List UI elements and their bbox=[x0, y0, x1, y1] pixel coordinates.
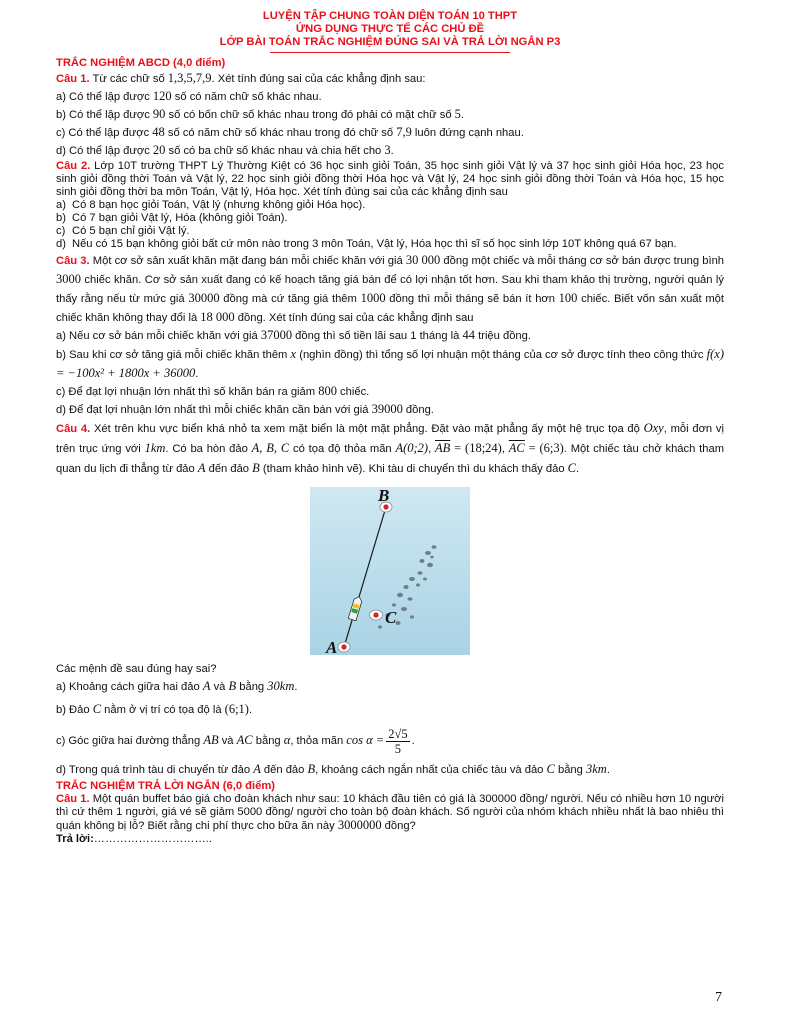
text: luôn đứng cạnh nhau. bbox=[411, 127, 524, 139]
math: A, B, C bbox=[251, 441, 290, 455]
math: 100 bbox=[558, 291, 578, 305]
text: đồng một chiếc và mỗi tháng cơ sở bán được trung bình bbox=[440, 255, 725, 267]
text: a) Khoảng cách giữa hai đảo bbox=[56, 681, 203, 693]
island-c bbox=[370, 610, 383, 620]
math: 7,9 bbox=[396, 125, 412, 139]
text: a) Có thể lập được bbox=[56, 91, 153, 103]
label-c: C bbox=[385, 608, 397, 627]
math: 3 bbox=[384, 143, 391, 157]
short-q1-label: Câu 1. bbox=[56, 793, 90, 805]
vector-ab: $\overline{AB}$ bbox=[435, 441, 451, 455]
option-text: Có 5 bạn chỉ giỏi Vật lý. bbox=[72, 225, 190, 237]
math: 800 bbox=[318, 384, 337, 398]
text: nằm ở vị trí có tọa độ là bbox=[101, 704, 225, 716]
q2-label: Câu 2. bbox=[56, 160, 91, 172]
text: bằng bbox=[252, 735, 284, 747]
text: chiếc. bbox=[336, 386, 370, 398]
text: và bbox=[210, 681, 229, 693]
text: a) Nếu cơ sở bán mỗi chiếc khăn với giá bbox=[56, 330, 261, 342]
math: A bbox=[197, 461, 206, 475]
math: A(0;2) bbox=[395, 441, 429, 455]
short-q1-answer bbox=[56, 833, 724, 846]
text: đồng. Xét tính đúng sai của các khẳng định sau bbox=[234, 312, 474, 324]
header-line-2: ỨNG DỤNG THỰC TẾ CÁC CHỦ ĐỀ bbox=[295, 23, 485, 35]
q1-stem-end: . Xét tính đúng sai của các khẳng định sau: bbox=[211, 73, 426, 85]
math: A bbox=[202, 679, 211, 693]
option-label: c) bbox=[56, 225, 66, 237]
q2-option-a bbox=[56, 199, 724, 212]
text: số có ba chữ số khác nhau và chia hết cho bbox=[165, 145, 385, 157]
text: đồng mà cứ tăng giá thêm bbox=[219, 293, 361, 305]
short-q1 bbox=[56, 793, 724, 833]
text: . bbox=[576, 463, 580, 475]
math: AB bbox=[203, 733, 219, 747]
option-label: d) bbox=[56, 238, 66, 250]
denominator: 5 bbox=[394, 741, 402, 756]
option-text: Có 8 bạn học giỏi Toán, Vật lý (nhưng không giỏi Hóa học). bbox=[72, 199, 366, 211]
numerator: 2√5 bbox=[388, 726, 408, 741]
q2-stem-text: Lớp 10T trường THPT Lý Thường Kiệt có 36 học sinh giỏi Toán, 35 học sinh giỏi Vật lý và 37 học sinh giỏi Hóa học, 23 học sinh giỏi đồng thời Toán và Vật lý, 22 học sinh giỏi đồng thời Hóa học và Vật lý, 24 học sinh giỏi đồng thời Toán và Hóa học, 15 học sinh giỏi đồng thời ba môn Toán, Vật lý, Hóa học. Xét tính đúng sai của các khẳng định sau bbox=[56, 160, 724, 198]
text: d) Có thể lập được bbox=[56, 145, 153, 157]
header-divider bbox=[270, 52, 510, 53]
math: 30km bbox=[267, 679, 295, 693]
math: 44 bbox=[462, 328, 475, 342]
math: 30 000 bbox=[405, 253, 441, 267]
q3-label: Câu 3. bbox=[56, 255, 90, 267]
q2-stem bbox=[56, 160, 724, 199]
math: f(x) = −100x² + 1800x + 36000 bbox=[56, 347, 724, 380]
math: 90 bbox=[152, 107, 166, 121]
text: . bbox=[460, 109, 465, 121]
math: 1000 bbox=[360, 291, 386, 305]
header-line-1: LUYỆN TẬP CHUNG TOÀN DIỆN TOÁN 10 THPT bbox=[262, 10, 518, 22]
math: B bbox=[228, 679, 237, 693]
math: C bbox=[567, 461, 576, 475]
q4-option-b bbox=[56, 701, 724, 719]
q1-option-b bbox=[56, 106, 724, 124]
text: chiếc. Biết vốn sản xuất một chiếc khăn không thay đổi là bbox=[56, 293, 724, 324]
math: 39000 bbox=[371, 402, 403, 416]
text: . bbox=[411, 735, 415, 747]
text: đồng thì số tiền lãi sau 1 tháng là bbox=[292, 330, 463, 342]
text: b) Sau khi cơ sở tăng giá mỗi chiếc khăn thêm bbox=[56, 349, 291, 361]
vector-ac: $\overline{AC}$ bbox=[508, 441, 525, 455]
island-map bbox=[310, 487, 470, 655]
text: số có bốn chữ số khác nhau trong đó phải có mặt chữ số bbox=[165, 109, 455, 121]
page-number: 7 bbox=[715, 990, 722, 1005]
island-map-figure bbox=[310, 487, 470, 655]
header bbox=[56, 10, 724, 53]
math: α bbox=[283, 733, 291, 747]
text: Một quán buffet báo giá cho đoàn khách như sau: 10 khách đầu tiên có giá là 300000 đồng/ người. Nếu có nhiều hơn 10 người thì cứ thêm 1 người, giá vé sẽ giảm 5000 đồng/ người cho toàn bộ đoàn khách. Số người của nhóm khách nhiều nhất là bao nhiêu thì quán không bị lỗ? Biết rằng chi phí thực cho bữa ăn này bbox=[56, 793, 724, 832]
text: , mỗi đơn vị trên trục ứng với bbox=[56, 423, 724, 455]
math: = (6;3) bbox=[524, 441, 564, 455]
q4-label: Câu 4. bbox=[56, 423, 91, 435]
text: số có năm chữ số khác nhau trong đó chữ số bbox=[164, 127, 397, 139]
math: = (18;24) bbox=[450, 441, 502, 455]
text: c) Góc giữa hai đường thẳng bbox=[56, 735, 204, 747]
math: C bbox=[92, 702, 102, 716]
option-text: Có 7 bạn giỏi Vật lý, Hóa (không giỏi Toán). bbox=[72, 212, 288, 224]
q4-option-c bbox=[56, 725, 724, 756]
text: Một cơ sở sản xuất khăn mặt đang bán mỗi chiếc khăn với giá bbox=[89, 255, 406, 267]
q1-stem bbox=[56, 70, 724, 88]
math: 37000 bbox=[260, 328, 293, 342]
text: đến đảo bbox=[260, 764, 308, 776]
text: c) Có thể lập được bbox=[56, 127, 153, 139]
header-line-3: LỚP BÀI TOÁN TRẮC NGHIỆM ĐÚNG SAI VÀ TRẢ LỜI NGẮN P3 bbox=[219, 36, 561, 48]
q1-digits: 1,3,5,7,9 bbox=[167, 71, 212, 85]
math: B bbox=[252, 461, 260, 475]
text: Xét trên khu vực biển khá nhỏ ta xem mặt biển là một mặt phẳng. Đặt vào mặt phẳng ấy một hệ trục tọa độ bbox=[90, 423, 644, 435]
q3-option-a bbox=[56, 327, 724, 345]
q4-stem: Câu 4. Xét trên khu vực biển khá nhỏ ta xem mặt biển là một mặt phẳng. Đặt vào mặt phẳng ấy một hệ trục tọa độ Oxy, mỗi đơn vị trên trục ứng với 1km. Có ba hòn đảo A, B, C có tọa độ thỏa mãn A(0;2), $\overline{AB}$ = (18;24), $\overline{AC}$ = (6;3). Một chiếc tàu chở khách tham quan du lịch đi thẳng từ đảo A đến đảo B (tham khảo hình vẽ). Khi tàu di chuyển thì du khách thấy đảo C. bbox=[56, 421, 725, 475]
option-text: Nếu có 15 bạn không giỏi bất cứ môn nào trong 3 môn Toán, Vật lý, Hóa học thì sĩ số học sinh lớp 10T không quá 67 bạn. bbox=[72, 238, 677, 250]
math: 20 bbox=[152, 143, 166, 157]
text: đến đảo bbox=[205, 463, 253, 475]
math: B bbox=[307, 762, 316, 776]
text: . bbox=[294, 681, 298, 693]
q3-option-c bbox=[56, 383, 724, 401]
answer-label: Trả lời: bbox=[56, 833, 94, 845]
math: 3000 bbox=[56, 272, 81, 286]
section-1-title: TRẮC NGHIỆM ABCD (4,0 điểm) bbox=[56, 57, 226, 69]
option-label: b) bbox=[56, 212, 66, 224]
q3-stem bbox=[56, 251, 724, 327]
math: 120 bbox=[152, 89, 172, 103]
section-2-title: TRẮC NGHIỆM TRẢ LỜI NGẮN (6,0 điểm) bbox=[56, 780, 276, 792]
text: . Một chiếc tàu chở khách tham quan du lịch đi thẳng từ đảo bbox=[56, 443, 725, 475]
q2-option-d bbox=[56, 238, 724, 251]
text: bằng bbox=[236, 681, 268, 693]
page bbox=[56, 10, 724, 846]
text: . Có ba hòn đảo bbox=[165, 443, 252, 455]
math: 48 bbox=[152, 125, 165, 139]
q4-prompt: Các mệnh đề sau đúng hay sai? bbox=[56, 663, 217, 675]
q3-option-d bbox=[56, 401, 724, 419]
text: b) Đảo bbox=[56, 704, 93, 716]
text: số có năm chữ số khác nhau. bbox=[171, 91, 322, 103]
math: 18 000 bbox=[200, 310, 235, 324]
q3-option-b bbox=[56, 345, 724, 383]
answer-blank[interactable]: ………………………….. bbox=[93, 833, 212, 845]
q1-stem-text: Từ các chữ số bbox=[89, 73, 168, 85]
math: cos α = bbox=[346, 733, 385, 747]
text: và bbox=[218, 735, 237, 747]
math: 3km bbox=[585, 762, 607, 776]
text: (tham khảo hình vẽ). Khi tàu di chuyển thì du khách thấy đảo bbox=[259, 463, 568, 475]
text: đồng? bbox=[381, 820, 416, 832]
q1-label: Câu 1. bbox=[56, 73, 90, 85]
q2-option-b bbox=[56, 212, 724, 225]
label-b: B bbox=[378, 487, 390, 505]
math: A bbox=[253, 762, 261, 776]
text: . bbox=[195, 368, 199, 380]
text: d) Trong quá trình tàu di chuyển từ đảo bbox=[56, 764, 254, 776]
text: . bbox=[248, 704, 253, 716]
math: (6;1) bbox=[224, 702, 249, 716]
math: 30000 bbox=[188, 291, 220, 305]
q1-option-a bbox=[56, 88, 724, 106]
text: . bbox=[606, 764, 610, 776]
text: c) Để đạt lợi nhuận lớn nhất thì số khăn bán ra giảm bbox=[56, 386, 319, 398]
q1-option-d bbox=[56, 142, 724, 160]
text: . bbox=[390, 145, 394, 157]
cos-fraction bbox=[386, 727, 409, 756]
q1-option-c bbox=[56, 124, 724, 142]
island-a bbox=[338, 642, 350, 652]
math: x bbox=[290, 347, 297, 361]
q4-option-a bbox=[56, 678, 724, 696]
option-label: a) bbox=[56, 199, 66, 211]
label-a: A bbox=[326, 638, 338, 655]
text: chiếc khăn. Cơ sở sản xuất đang có kế hoạch tăng giá bán để có lợi nhận tốt hơn. Sau khi tham khảo thị trường, người quản lý thấy rằng nếu từ mức giá bbox=[56, 274, 724, 305]
text: có tọa độ thỏa mãn bbox=[289, 443, 396, 455]
text: bằng bbox=[554, 764, 586, 776]
text: đồng. bbox=[402, 404, 434, 416]
math: 5 bbox=[454, 107, 461, 121]
math: 1km bbox=[144, 441, 166, 455]
text: , khoảng cách ngắn nhất của chiếc tàu và đảo bbox=[315, 764, 547, 776]
sea-background bbox=[310, 487, 470, 655]
q4-option-d bbox=[56, 760, 724, 779]
text: d) Để đạt lợi nhuận lớn nhất thì mỗi chiếc khăn cần bán với giá bbox=[56, 404, 372, 416]
text: đồng thì mỗi tháng sẽ bán ít hơn bbox=[385, 293, 559, 305]
q2-option-c bbox=[56, 225, 724, 238]
text: , thỏa mãn bbox=[290, 735, 347, 747]
math: AC bbox=[236, 733, 253, 747]
text: triệu đồng. bbox=[475, 330, 531, 342]
text: b) Có thể lập được bbox=[56, 109, 153, 121]
text: (nghìn đồng) thì tổng số lợi nhuận một tháng của cơ sở được tính theo công thức bbox=[296, 349, 707, 361]
math: C bbox=[546, 762, 555, 776]
math: 3000000 bbox=[337, 818, 382, 832]
math: Oxy bbox=[643, 421, 664, 435]
